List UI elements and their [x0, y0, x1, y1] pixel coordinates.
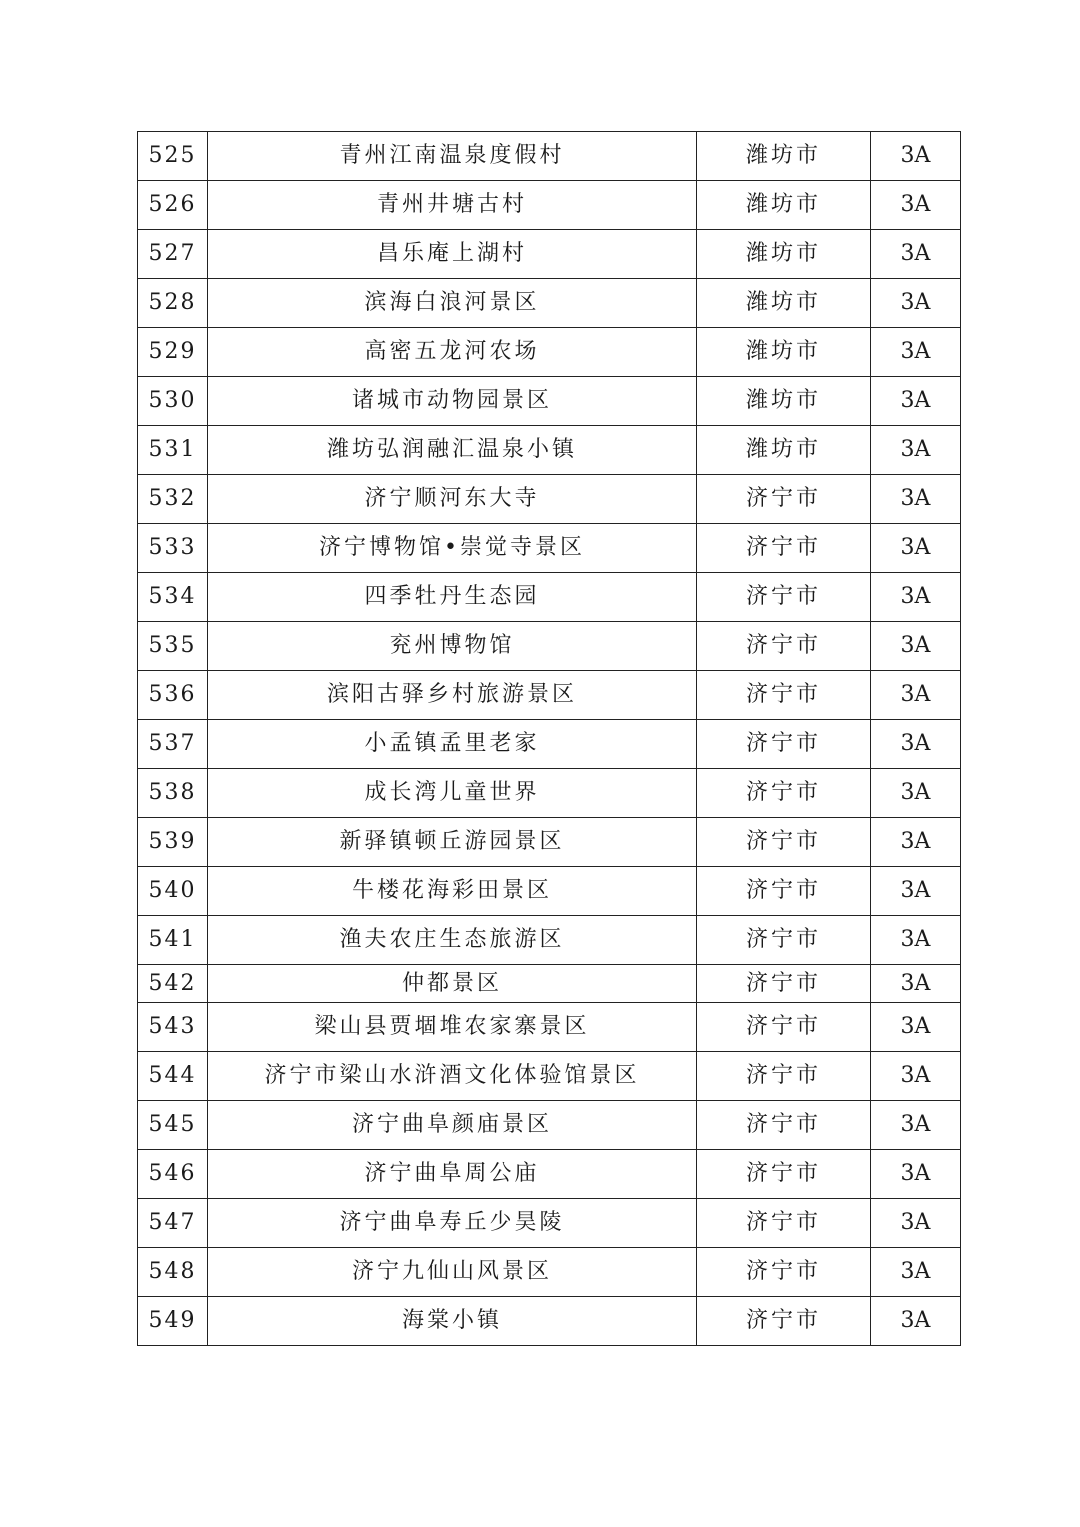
grade-level: 3A [871, 181, 961, 230]
table-row [138, 720, 961, 769]
scenic-spot-table [137, 131, 961, 1346]
table-row [138, 279, 961, 328]
table-row [138, 965, 961, 1003]
table-row [138, 1150, 961, 1199]
table-row [138, 426, 961, 475]
spot-name: 梁山县贾堌堆农家寨景区 [208, 1003, 697, 1052]
grade-level: 3A [871, 524, 961, 573]
city-name: 济宁市 [697, 720, 871, 769]
spot-name: 成长湾儿童世界 [208, 769, 697, 818]
spot-name: 济宁博物馆•崇觉寺景区 [208, 524, 697, 573]
spot-name: 仲都景区 [208, 965, 697, 1003]
row-number: 536 [138, 671, 208, 720]
grade-level: 3A [871, 916, 961, 965]
city-name: 济宁市 [697, 524, 871, 573]
row-number: 537 [138, 720, 208, 769]
spot-name: 济宁市梁山水浒酒文化体验馆景区 [208, 1052, 697, 1101]
table-row [138, 622, 961, 671]
city-name: 济宁市 [697, 1101, 871, 1150]
city-name: 潍坊市 [697, 132, 871, 181]
row-number: 540 [138, 867, 208, 916]
row-number: 527 [138, 230, 208, 279]
city-name: 潍坊市 [697, 181, 871, 230]
row-number: 533 [138, 524, 208, 573]
grade-level: 3A [871, 1199, 961, 1248]
city-name: 济宁市 [697, 1052, 871, 1101]
city-name: 济宁市 [697, 475, 871, 524]
spot-name: 济宁曲阜周公庙 [208, 1150, 697, 1199]
row-number: 546 [138, 1150, 208, 1199]
city-name: 潍坊市 [697, 328, 871, 377]
row-number: 534 [138, 573, 208, 622]
spot-name: 海棠小镇 [208, 1297, 697, 1346]
table-body [138, 132, 961, 1346]
grade-level: 3A [871, 671, 961, 720]
city-name: 济宁市 [697, 965, 871, 1003]
table-row [138, 916, 961, 965]
spot-name: 潍坊弘润融汇温泉小镇 [208, 426, 697, 475]
row-number: 538 [138, 769, 208, 818]
table-row [138, 328, 961, 377]
city-name: 济宁市 [697, 867, 871, 916]
table-row [138, 1052, 961, 1101]
spot-name: 滨海白浪河景区 [208, 279, 697, 328]
city-name: 济宁市 [697, 769, 871, 818]
grade-level: 3A [871, 720, 961, 769]
spot-name: 诸城市动物园景区 [208, 377, 697, 426]
table-row [138, 573, 961, 622]
spot-name: 牛楼花海彩田景区 [208, 867, 697, 916]
city-name: 济宁市 [697, 1150, 871, 1199]
grade-level: 3A [871, 377, 961, 426]
row-number: 532 [138, 475, 208, 524]
table-row [138, 1248, 961, 1297]
grade-level: 3A [871, 1052, 961, 1101]
spot-name: 青州井塘古村 [208, 181, 697, 230]
table-row [138, 1199, 961, 1248]
grade-level: 3A [871, 1003, 961, 1052]
row-number: 547 [138, 1199, 208, 1248]
grade-level: 3A [871, 573, 961, 622]
row-number: 530 [138, 377, 208, 426]
row-number: 545 [138, 1101, 208, 1150]
spot-name: 小孟镇孟里老家 [208, 720, 697, 769]
grade-level: 3A [871, 132, 961, 181]
row-number: 539 [138, 818, 208, 867]
city-name: 济宁市 [697, 1003, 871, 1052]
table-row [138, 1003, 961, 1052]
spot-name: 济宁曲阜颜庙景区 [208, 1101, 697, 1150]
city-name: 济宁市 [697, 573, 871, 622]
grade-level: 3A [871, 230, 961, 279]
grade-level: 3A [871, 769, 961, 818]
grade-level: 3A [871, 1101, 961, 1150]
city-name: 济宁市 [697, 671, 871, 720]
row-number: 525 [138, 132, 208, 181]
city-name: 潍坊市 [697, 230, 871, 279]
table-row [138, 132, 961, 181]
row-number: 549 [138, 1297, 208, 1346]
spot-name: 新驿镇顿丘游园景区 [208, 818, 697, 867]
city-name: 济宁市 [697, 916, 871, 965]
city-name: 济宁市 [697, 818, 871, 867]
table-row [138, 475, 961, 524]
table-row [138, 671, 961, 720]
spot-name: 济宁顺河东大寺 [208, 475, 697, 524]
grade-level: 3A [871, 1248, 961, 1297]
grade-level: 3A [871, 1150, 961, 1199]
row-number: 531 [138, 426, 208, 475]
city-name: 潍坊市 [697, 377, 871, 426]
table-row [138, 1297, 961, 1346]
spot-name: 渔夫农庄生态旅游区 [208, 916, 697, 965]
city-name: 潍坊市 [697, 426, 871, 475]
spot-name: 青州江南温泉度假村 [208, 132, 697, 181]
grade-level: 3A [871, 965, 961, 1003]
spot-name: 兖州博物馆 [208, 622, 697, 671]
grade-level: 3A [871, 867, 961, 916]
row-number: 548 [138, 1248, 208, 1297]
row-number: 526 [138, 181, 208, 230]
spot-name: 高密五龙河农场 [208, 328, 697, 377]
grade-level: 3A [871, 328, 961, 377]
spot-name: 四季牡丹生态园 [208, 573, 697, 622]
grade-level: 3A [871, 818, 961, 867]
spot-name: 济宁九仙山风景区 [208, 1248, 697, 1297]
spot-name: 济宁曲阜寿丘少昊陵 [208, 1199, 697, 1248]
grade-level: 3A [871, 279, 961, 328]
row-number: 542 [138, 965, 208, 1003]
city-name: 济宁市 [697, 1199, 871, 1248]
row-number: 529 [138, 328, 208, 377]
table-row [138, 230, 961, 279]
table-row [138, 769, 961, 818]
city-name: 济宁市 [697, 622, 871, 671]
city-name: 潍坊市 [697, 279, 871, 328]
row-number: 535 [138, 622, 208, 671]
table-row [138, 524, 961, 573]
city-name: 济宁市 [697, 1248, 871, 1297]
row-number: 543 [138, 1003, 208, 1052]
spot-name: 滨阳古驿乡村旅游景区 [208, 671, 697, 720]
row-number: 528 [138, 279, 208, 328]
table-row [138, 1101, 961, 1150]
spot-name: 昌乐庵上湖村 [208, 230, 697, 279]
grade-level: 3A [871, 475, 961, 524]
city-name: 济宁市 [697, 1297, 871, 1346]
grade-level: 3A [871, 426, 961, 475]
grade-level: 3A [871, 1297, 961, 1346]
row-number: 544 [138, 1052, 208, 1101]
row-number: 541 [138, 916, 208, 965]
grade-level: 3A [871, 622, 961, 671]
table-row [138, 181, 961, 230]
table-row [138, 867, 961, 916]
table-row [138, 377, 961, 426]
table-row [138, 818, 961, 867]
